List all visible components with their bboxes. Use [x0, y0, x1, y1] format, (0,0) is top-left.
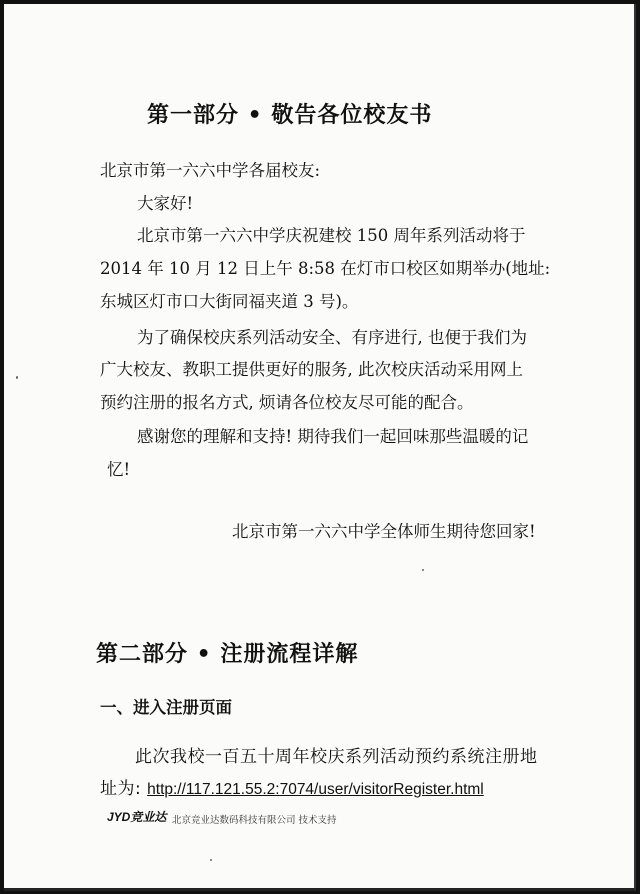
- jyd-logo: JYD竞业达: [107, 810, 167, 824]
- step1-text-line2: [100, 774, 484, 799]
- para2-line1: 为了确保校庆系列活动安全、有序进行, 也便于我们为: [137, 328, 527, 347]
- part1-title: 第一部分 • 敬告各位校友书: [147, 103, 433, 128]
- para1-line3: 东城区灯市口大街同福夹道 3 号)。: [100, 292, 359, 311]
- step1-text-line1: 此次我校一百五十周年校庆系列活动预约系统注册地: [135, 747, 538, 767]
- footer-support: 北京竞业达数码科技有限公司 技术支持: [172, 815, 337, 826]
- para1-line1: 北京市第一六六中学庆祝建校 150 周年系列活动将于: [137, 226, 526, 245]
- step1-text-prefix: 址为:: [100, 779, 142, 799]
- scan-speck: [210, 859, 212, 861]
- step1-heading: 一、进入注册页面: [100, 698, 232, 717]
- register-url-link[interactable]: http://117.121.55.2:7074/user/visitorRegister.html: [147, 781, 484, 798]
- salutation: 北京市第一六六中学各届校友:: [100, 161, 321, 180]
- para2-line2: 广大校友、教职工提供更好的服务, 此次校庆活动采用网上: [100, 360, 523, 379]
- para3-line1: 感谢您的理解和支持! 期待我们一起回味那些温暖的记: [137, 427, 529, 446]
- scan-speck: [16, 376, 18, 379]
- signature: 北京市第一六六中学全体师生期待您回家!: [232, 522, 536, 541]
- para1-line2: 2014 年 10 月 12 日上午 8:58 在灯市口校区如期举办(地址:: [100, 259, 551, 278]
- part2-title: 第二部分 • 注册流程详解: [96, 642, 359, 667]
- greeting: 大家好!: [137, 194, 194, 213]
- scan-speck: [422, 569, 424, 571]
- para2-line3: 预约注册的报名方式, 烦请各位校友尽可能的配合。: [100, 393, 474, 412]
- document-page: [4, 4, 636, 891]
- para3-line2: 忆!: [107, 460, 131, 479]
